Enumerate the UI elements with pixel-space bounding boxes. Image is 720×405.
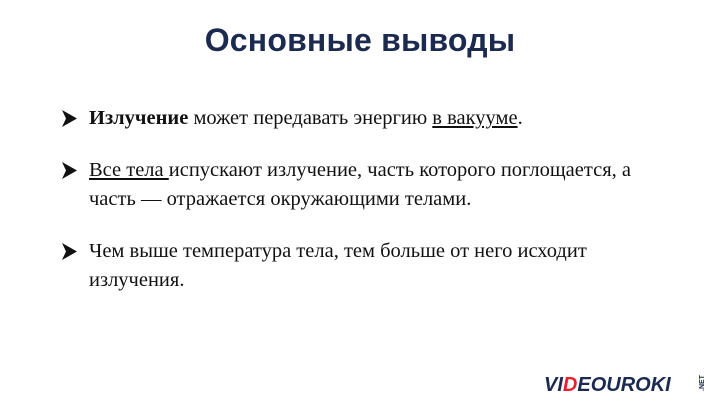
svg-text:VIDEOUROKI [544, 374, 671, 396]
bullet-text: . [517, 107, 523, 129]
logo-text-part: VI [544, 374, 563, 396]
bullet-text: может передавать энергию [188, 107, 433, 129]
bullet-text: испускают излучение, часть которого поглощается, а часть — отражается окружающими телами. [89, 159, 631, 210]
bullet-item [62, 237, 662, 295]
bullet-underlined-text: в вакууме [432, 107, 518, 129]
arrow-bullet-icon [62, 162, 77, 179]
bullet-underlined-text: Все тела [89, 159, 169, 181]
logo-text-part: D [562, 374, 578, 396]
arrow-bullet-icon [62, 110, 77, 127]
bullet-text: Чем выше температура тела, тем больше от него исходит излучения. [89, 240, 587, 291]
arrow-bullet-icon [62, 243, 77, 260]
slide-title: Основные выводы [204, 22, 516, 58]
bullet-item [62, 104, 662, 133]
videouroki-logo [542, 369, 712, 399]
logo-suffix: .NET [699, 375, 706, 391]
bullet-bold-text: Излучение [89, 107, 189, 129]
bullet-list [62, 104, 662, 295]
bullet-item [62, 156, 662, 214]
logo-text-part: EOUROKI [577, 374, 671, 396]
